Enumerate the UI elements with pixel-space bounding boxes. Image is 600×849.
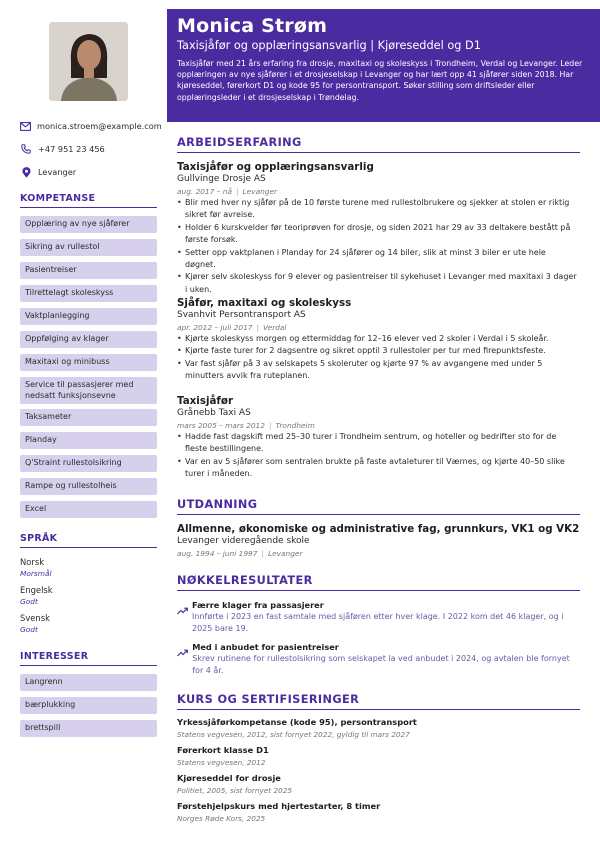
language-name: Engelsk [20,585,53,595]
interest-chip: bærplukking [20,697,157,714]
job-bullet: • Var en av 5 sjåfører som sentralen brukte på faste avtaleturer til Værnes, og kjørte 40–50 slike turer i måneden. [177,456,577,481]
person-headline: Taxisjåfør og opplæringsansvarlig | Kjøreseddel og D1 [177,39,481,52]
education-meta: aug. 1994 – juni 1997 | Levanger [177,549,303,558]
job-bullet: • Kjørte skoleskyss morgen og ettermiddag for 12–16 elever ved 2 skoler i Verdal i 5 skoleår. [177,333,577,345]
education-heading: UTDANNING [177,498,580,515]
experience-heading: ARBEIDSERFARING [177,136,580,153]
phone-icon [20,143,32,155]
job-dates: aug. 2017 – nå [177,187,233,196]
achievements-heading: NØKKELRESULTATER [177,574,580,591]
person-summary: Taxisjåfør med 21 års erfaring fra drosje, maxitaxi og skoleskyss i Trondheim, Verdal og Levanger. Leder opplæringen av nye sjåfører i et drosjeselskap i Levanger og har lært opp 41 sjåfører siden 2018. Har kjøreseddel, førerkort D1 og kode 95 for persontransport. Søker stilling som driftsleder eller opplæringsleder i et drosjeselskap i Trøndelag. [177,59,583,102]
certifications-heading: KURS OG SERTIFISERINGER [177,693,580,710]
education-title: Allmenne, økonomiske og administrative fag, grunnkurs, VK1 og VK2 [177,523,580,535]
skill-chip: Service til passasjerer med nedsatt funksjonsevne [20,377,157,404]
job-bullet: • Kjører selv skoleskyss for 9 elever og pasientreiser til sykehuset i Levanger med maxitaxi 3 dager i uken. [177,271,577,296]
skill-chip: Pasientreiser [20,262,157,279]
job-bullets [177,197,577,296]
job-company: Gullvinge Drosje AS [177,174,266,184]
contact-location [20,166,160,178]
trend-up-icon [177,599,188,635]
location-text: Levanger [38,167,77,177]
education-place: Levanger [267,549,303,558]
interest-chip: brettspill [20,720,157,737]
email-text: monica.stroem@example.com [37,121,162,131]
achievement-text: Skrev rutinene for rullestolsikring som selskapet la ved anbudet i 2024, og avtalen ble fornyet for 4 år. [192,654,570,675]
skill-chip: Rampe og rullestolheis [20,478,157,495]
job-bullet: • Var fast sjåfør på 3 av selskapets 5 skoleruter og kjørte 97 % av avgangene med under 5 minutters avvik fra ruteplanen. [177,358,577,383]
languages-heading: SPRÅK [20,533,157,548]
cert-meta: Statens vegvesen, 2012 [177,758,266,767]
cert-meta: Norges Røde Kors, 2025 [177,814,266,823]
trend-up-icon [177,641,188,677]
skill-chip: Excel [20,501,157,518]
job-bullet: • Blir med hver ny sjåfør på de 10 første turene med rullestolbrukere og sjekker at stolen er riktig sikret før avreise. [177,197,577,222]
interests-heading: INTERESSER [20,651,157,666]
job-dates: mars 2005 – mars 2012 [177,421,265,430]
mail-icon [20,120,31,132]
skill-chip: Oppfølging av klager [20,331,157,348]
skill-chip: Planday [20,432,157,449]
job-title: Sjåfør, maxitaxi og skoleskyss [177,297,352,309]
education-school: Levanger videregående skole [177,536,310,546]
language-level: Morsmål [20,569,52,578]
job-title: Taxisjåfør [177,395,234,407]
achievement-text: Innførte i 2023 en fast samtale med sjåføren etter hver klage. I 2022 kom det 46 klager, og i 2025 bare 19. [192,612,564,633]
achievement-title: Med i anbudet for pasientreiser [192,642,339,652]
skill-chip: Sikring av rullestol [20,239,157,256]
job-title: Taxisjåfør og opplæringsansvarlig [177,161,374,173]
cert-title: Førstehjelpskurs med hjertestarter, 8 timer [177,801,381,811]
phone-text: +47 951 23 456 [38,144,105,154]
job-place: Levanger [242,187,278,196]
job-meta: mars 2005 – mars 2012 | Trondheim [177,421,315,430]
education-dates: aug. 1994 – juni 1997 [177,549,258,558]
job-place: Verdal [262,323,287,332]
header-banner [167,9,600,122]
location-pin-icon [20,166,32,178]
job-bullets [177,333,577,383]
contact-phone[interactable] [20,143,160,155]
skill-chip: Q'Straint rullestolsikring [20,455,157,472]
language-level: Godt [20,597,38,606]
job-dates: apr. 2012 – juli 2017 [177,323,253,332]
achievement-item [177,599,577,635]
cert-title: Yrkessjåførkompetanse (kode 95), persontransport [177,717,417,727]
language-name: Norsk [20,557,45,567]
job-bullet: • Hadde fast dagskift med 25–30 turer i Trondheim sentrum, og hoteller og bedrifter sto for de fleste bestillingene. [177,431,577,456]
contact-email[interactable] [20,120,160,132]
cert-title: Førerkort klasse D1 [177,745,269,755]
job-bullet: • Holder 6 kurskvelder før teoriprøven for drosje, og siden 2021 har 29 av 33 deltakere bestått på første forsøk. [177,222,577,247]
sidebar [0,0,167,849]
cert-title: Kjøreseddel for drosje [177,773,281,783]
skill-chip: Vaktplanlegging [20,308,157,325]
person-name: Monica Strøm [177,15,328,37]
job-place: Trondheim [275,421,315,430]
skill-chip: Maxitaxi og minibuss [20,354,157,371]
job-company: Grånebb Taxi AS [177,408,251,418]
job-bullet: • Setter opp vaktplanen i Planday for 24 sjåfører og 14 biler, slik at minst 3 biler er ute hele døgnet. [177,247,577,272]
language-name: Svensk [20,613,50,623]
achievement-item [177,641,577,677]
achievement-title: Færre klager fra passasjerer [192,600,324,610]
job-meta: aug. 2017 – nå | Levanger [177,187,278,196]
job-bullets [177,431,577,481]
cert-meta: Statens vegvesen, 2012, sist fornyet 2022, gyldig til mars 2027 [177,730,410,739]
profile-photo [49,22,128,101]
job-company: Svanhvit Persontransport AS [177,310,306,320]
job-bullet: • Kjørte faste turer for 2 dagsentre og sikret opptil 3 rullestoler per tur med firepunktsfeste. [177,345,577,357]
skill-chip: Opplæring av nye sjåfører [20,216,157,233]
skill-chip: Taksameter [20,409,157,426]
skills-heading: KOMPETANSE [20,193,157,208]
skill-chip: Tilrettelagt skoleskyss [20,285,157,302]
interest-chip: Langrenn [20,674,157,691]
cert-meta: Politiet, 2005, sist fornyet 2025 [177,786,293,795]
language-level: Godt [20,625,38,634]
job-meta: apr. 2012 – juli 2017 | Verdal [177,323,287,332]
